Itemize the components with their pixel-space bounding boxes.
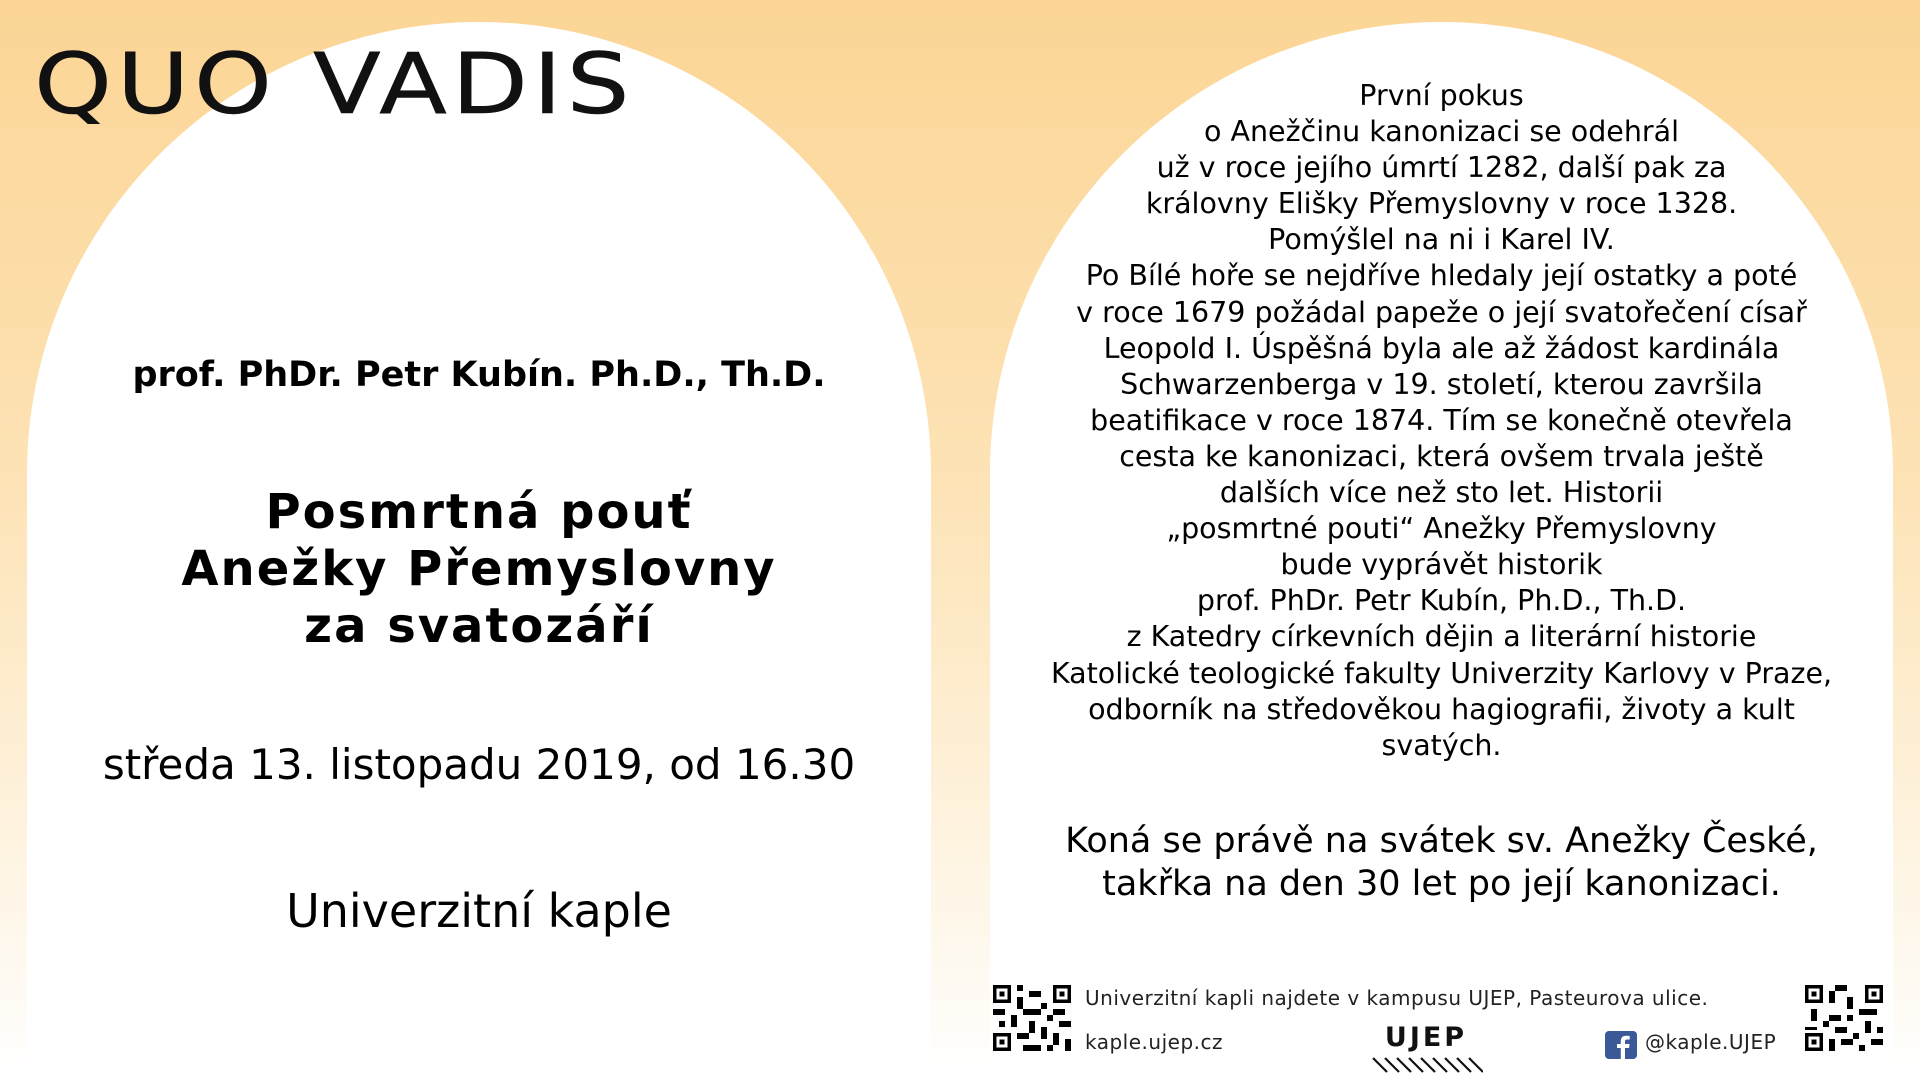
ujep-logo	[1365, 1022, 1487, 1074]
description-line: dalších více než sto let. Historii	[1219, 476, 1664, 510]
facebook-icon[interactable]	[1605, 1031, 1637, 1059]
description-line: prof. PhDr. Petr Kubín, Ph.D., Th.D.	[1196, 584, 1687, 618]
description-line: Katolické teologické fakulty Univerzity Karlovy v Praze,	[1050, 656, 1833, 690]
description-line: v roce 1679 požádal papeže o její svatořečení císař	[1076, 295, 1807, 329]
description-line: Schwarzenberga v 19. století, kterou završila	[1120, 367, 1763, 401]
qr-code-icon[interactable]	[1805, 985, 1883, 1051]
event-datetime: středa 13. listopadu 2019, od 16.30	[102, 740, 856, 789]
description-line: První pokus	[1359, 79, 1524, 112]
talk-title-line: za svatozáří	[304, 598, 654, 654]
note-line: Koná se právě na svátek sv. Anežky České,	[1065, 821, 1818, 861]
talk-title	[27, 484, 931, 655]
description-line: svatých.	[1381, 728, 1502, 762]
description-line: Po Bílé hoře se nejdříve hledaly její ostatky a poté	[1085, 259, 1798, 293]
talk-title-line: Anežky Přemyslovny	[181, 541, 777, 597]
description-line: „posmrtné pouti“ Anežky Přemyslovny	[1166, 512, 1717, 546]
description-line: z Katedry církevních dějin a literární historie	[1126, 620, 1757, 654]
ujep-lines-icon	[1369, 1056, 1483, 1074]
description-line: už v roce jejího úmrtí 1282, další pak za	[1156, 151, 1727, 185]
description-line: královny Elišky Přemyslovny v roce 1328.	[1145, 187, 1738, 221]
description-line: beatifikace v roce 1874. Tím se konečně otevřela	[1090, 403, 1793, 437]
description-line: o Anežčinu kanonizaci se odehrál	[1203, 115, 1679, 149]
speaker-name: prof. PhDr. Petr Kubín. Ph.D., Th.D.	[132, 355, 826, 395]
talk-title-line: Posmrtná pouť	[265, 484, 693, 540]
ujep-logo-text: UJEP	[1384, 1022, 1468, 1053]
event-note	[990, 820, 1893, 906]
facebook-link[interactable]: @kaple.UJEP	[1645, 1030, 1777, 1054]
description-line: Pomýšlel na ni i Karel IV.	[1268, 223, 1615, 257]
qr-code-icon[interactable]	[993, 985, 1071, 1051]
description-line: Leopold I. Úspěšná byla ale až žádost kardinála	[1103, 331, 1780, 365]
footer-info: Univerzitní kapli najdete v kampusu UJEP, Pasteurova ulice.	[1085, 986, 1709, 1010]
description-line: odborník na středověkou hagiografii, životy a kult	[1088, 692, 1795, 726]
event-description	[990, 78, 1893, 764]
event-venue: Univerzitní kaple	[286, 884, 672, 938]
note-line: takřka na den 30 let po její kanonizaci.	[1102, 864, 1781, 904]
description-line: cesta ke kanonizaci, která ovšem trvala ještě	[1119, 439, 1764, 473]
website-link[interactable]: kaple.ujep.cz	[1085, 1030, 1223, 1054]
description-line: bude vyprávět historik	[1280, 548, 1603, 582]
quo-vadis-logo: QUO VADIS	[34, 35, 635, 133]
